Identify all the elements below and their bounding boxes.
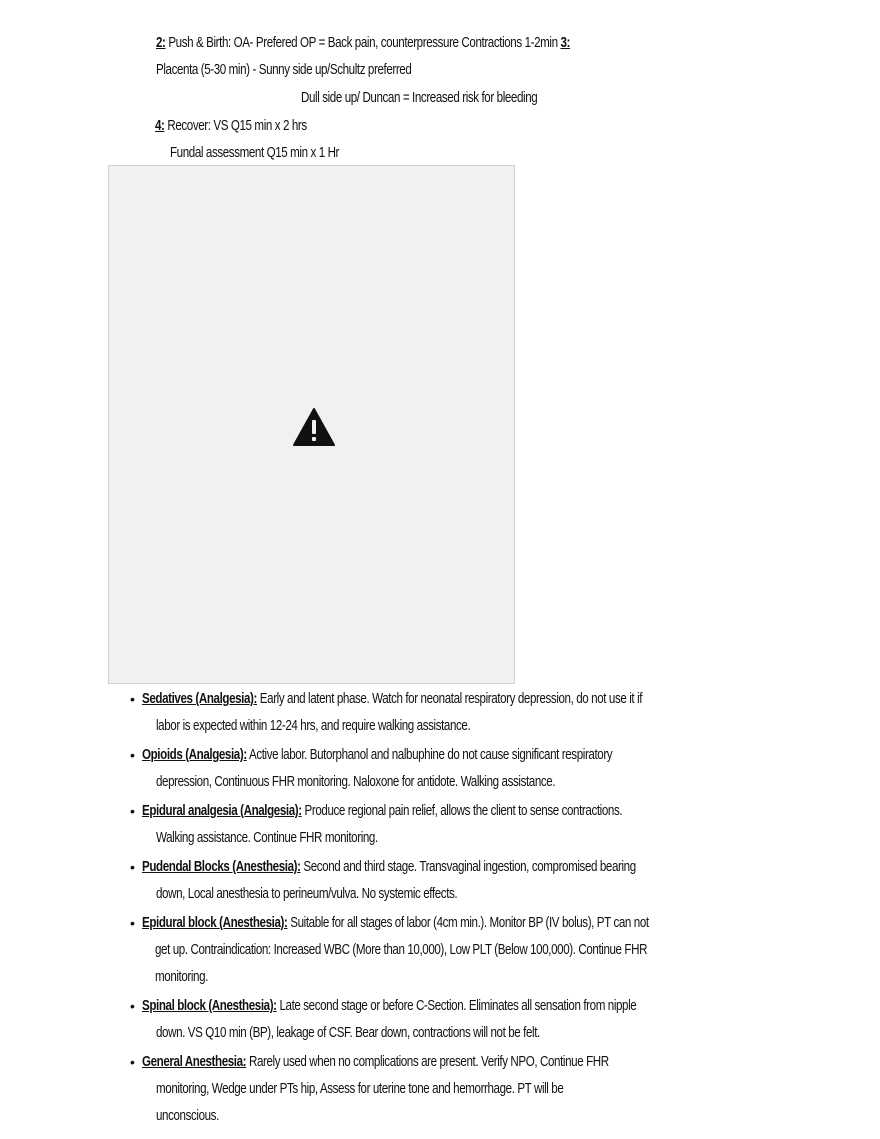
stage-4-line1 [155,117,307,135]
list-item-sedatives-line1 [142,690,642,708]
stage-4-line2: Fundal assessment Q15 min x 1 Hr [170,145,340,161]
list-item-general-line3: unconscious. [156,1108,219,1124]
stage-2-line [156,34,570,52]
list-item-title: Epidural analgesia (Analgesia): [142,803,302,819]
list-item-opioids-line2: depression, Continuous FHR monitoring. Naloxone for antidote. Walking assistance. [156,774,556,790]
list-item-text: Suitable for all stages of labor (4cm min.). Monitor BP (IV bolus), PT can not [287,915,649,931]
stage-3-number: 3: [560,35,570,51]
stage-2-number: 2: [156,35,166,51]
list-item-title: Spinal block (Anesthesia): [142,998,277,1014]
bullet-dot: • [130,747,135,763]
list-item-epidural-block-line2: get up. Contraindication: Increased WBC (More than 10,000), Low PLT (Below 100,000). Continue FHR [155,942,648,958]
bullet-dot: • [130,915,135,931]
list-item-text: Produce regional pain relief, allows the client to sense contractions. [301,803,623,819]
list-item-general-line1 [142,1053,609,1071]
bullet-dot: • [130,803,135,819]
list-item-spinal-line1 [142,997,636,1015]
bullet-dot: • [130,691,135,707]
list-item-title: Sedatives (Analgesia): [142,691,257,707]
list-item-title: Pudendal Blocks (Anesthesia): [142,859,301,875]
stage-4-text: Recover: VS Q15 min x 2 hrs [164,118,307,134]
list-item-epidural-block-line3: monitoring. [155,969,208,985]
list-item-general-line2: monitoring, Wedge under PTs hip, Assess for uterine tone and hemorrhage. PT will be [156,1081,564,1097]
list-item-text: Late second stage or before C-Section. Eliminates all sensation from nipple [276,998,637,1014]
list-item-sedatives-line2: labor is expected within 12-24 hrs, and require walking assistance. [156,718,471,734]
warning-icon [293,408,335,446]
image-placeholder [108,165,515,684]
stage-3-line1: Placenta (5-30 min) - Sunny side up/Schultz preferred [156,62,412,78]
bullet-dot: • [130,859,135,875]
list-item-title: Epidural block (Anesthesia): [142,915,288,931]
list-item-spinal-line2: down. VS Q10 min (BP), leakage of CSF. Bear down, contractions will not be felt. [156,1025,540,1041]
list-item-epidural-block-line1 [142,914,649,932]
list-item-title: Opioids (Analgesia): [142,747,247,763]
stage-2-text: Push & Birth: OA- Prefered OP = Back pain, counterpressure Contractions 1-2min [165,35,561,51]
list-item-opioids-line1 [142,746,612,764]
stage-4-number: 4: [155,118,165,134]
list-item-pudendal-line1 [142,858,636,876]
stage-3-line2: Dull side up/ Duncan = Increased risk for bleeding [301,90,538,106]
list-item-text: Active labor. Butorphanol and nalbuphine do not cause significant respiratory [246,747,613,763]
list-item-epidural-analgesia-line2: Walking assistance. Continue FHR monitoring. [156,830,378,846]
list-item-title: General Anesthesia: [142,1054,247,1070]
list-item-pudendal-line2: down, Local anesthesia to perineum/vulva. No systemic effects. [156,886,458,902]
bullet-dot: • [130,1054,135,1070]
list-item-text: Second and third stage. Transvaginal ingestion, compromised bearing [300,859,636,875]
list-item-text: Early and latent phase. Watch for neonatal respiratory depression, do not use it if [256,691,643,707]
bullet-dot: • [130,998,135,1014]
list-item-epidural-analgesia-line1 [142,802,622,820]
list-item-text: Rarely used when no complications are present. Verify NPO, Continue FHR [246,1054,609,1070]
